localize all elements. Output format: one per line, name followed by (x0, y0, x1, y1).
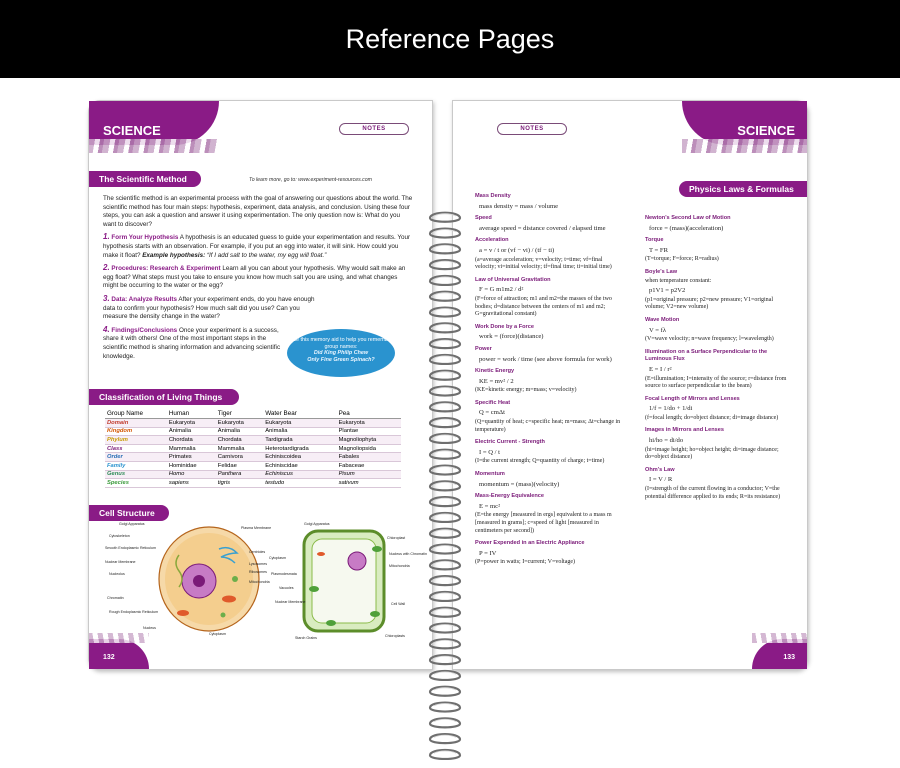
formula-equation: P = IV (479, 549, 497, 557)
table-cell: Chordata (167, 436, 216, 445)
formula-note: when temperature constant: (645, 277, 712, 284)
step-text: Learn all you can about your hypothesis. Why would salt make an egg float? What steps must you take to ensure you know how much salt you are using, and what changes might be occurring to the water or the egg? (103, 265, 406, 290)
table-cell: tigris (216, 479, 263, 488)
formula-equation: I = Q / t (479, 448, 500, 456)
formula-equation: F = G m1m2 / d² (479, 286, 524, 294)
formula-name: Work Done by a Force (475, 323, 534, 330)
cell-label: Starch Grains (295, 636, 317, 640)
footer-band (89, 639, 149, 669)
rank-cell: Kingdom (105, 427, 167, 436)
formula-item (475, 493, 621, 535)
cell-label: Chloroplasts (385, 634, 405, 638)
section-title: SCIENCE (737, 123, 795, 138)
formula-equation: E = mc² (479, 502, 501, 510)
formula-item (645, 396, 791, 423)
column-header: Water Bear (263, 409, 336, 419)
animal-cell (159, 527, 259, 631)
right-page (452, 100, 808, 670)
table-cell: Echiniscidae (263, 461, 336, 470)
table-row (105, 461, 401, 470)
cell-label: Mitochondria (389, 564, 410, 568)
formula-item (475, 400, 621, 434)
formula-equation: a = v / t or (vf − vi) / (tf − ti) (479, 246, 555, 254)
formula-equation: force = (mass)(acceleration) (649, 224, 724, 232)
formula-definition: (Q=quantity of heat; c=specific heat; m=mass; Δt=change in temperature) (475, 419, 621, 433)
table-cell: Mammalia (216, 444, 263, 453)
cell-label: Vacuoles (279, 586, 294, 590)
formula-equation: E = I / r² (649, 365, 672, 373)
table-cell: Mammalia (167, 444, 216, 453)
formula-definition: (V=wave velocity; n=wave frequency; l=wavelength) (645, 336, 774, 343)
step-number: 2. (103, 263, 110, 273)
cell-label: Smooth Endoplasmic Reticulum (105, 546, 156, 550)
column-header: Group Name (105, 409, 167, 419)
cell-label: Chloroplast (387, 536, 406, 540)
scientific-method-heading (89, 171, 201, 187)
cell-structure-diagram (99, 519, 427, 641)
formula-definition: (T=torque; F=force; R=radius) (645, 256, 719, 263)
table-cell: Chordata (216, 436, 263, 445)
table-cell: Plantae (337, 427, 401, 436)
step-text: A hypothesis is an educated guess to guide your experimentation and results. Your hypothesis starts with an observation. For example, if you put an egg into water, it will sink. How could you make it float? (103, 234, 411, 259)
formula-definition: (E=the energy [measured in ergs] equivalent to a mass m [measured in grams]; c=speed of light [measured in centimeters per second]) (475, 512, 612, 534)
formula-equation: work = (force)(distance) (479, 333, 544, 341)
table-cell: Carnivora (216, 453, 263, 462)
formula-equation: momentum = (mass)(velocity) (479, 480, 560, 488)
formula-equation: hi/ho = di/do (649, 437, 684, 445)
step-text: After your experiment ends, do you have enough data to confirm your hypothesis? How much salt did you use? Can you measure the density change in the water? (103, 295, 315, 321)
formula-definition: (KE=kinetic energy; m=mass; v=velocity) (475, 387, 577, 394)
step-number: 4. (103, 324, 110, 334)
memory-phrase-1: Did King Philip Chew (313, 350, 369, 357)
formula-column-left (475, 193, 621, 572)
cell-label: Centrioles (249, 550, 266, 554)
spiral-binding (426, 208, 466, 768)
formula-item (645, 215, 791, 232)
table-cell: Pisum (337, 470, 401, 479)
formula-name: Mass Density (475, 193, 511, 199)
formula-name: Torque (645, 237, 664, 244)
formula-item (475, 324, 621, 341)
column-header: Tiger (216, 409, 263, 419)
table-row (105, 470, 401, 479)
formula-definition: (I=strength of the current flowing in a conductor; V=the potential difference applied to its ends; R=its resistance) (645, 486, 781, 500)
formula-name: Wave Motion (645, 316, 680, 323)
step-3 (103, 295, 323, 322)
workbook-spread (88, 100, 808, 670)
column-header: Pea (337, 409, 401, 419)
formula-name: Images in Mirrors and Lenses (645, 427, 724, 434)
formula-item (475, 237, 621, 271)
table-row (105, 453, 401, 462)
table-cell: sapiens (167, 479, 216, 488)
formula-item (645, 427, 791, 461)
formula-equation: average speed = distance covered / elapsed time (479, 224, 606, 232)
cell-label: Cytoplasm (209, 632, 226, 636)
cell-label: Plasmodesmata (271, 572, 297, 576)
table-cell: Panthera (216, 470, 263, 479)
table-cell: Animalia (167, 427, 216, 436)
formula-equation: power = work / time (see above formula for work) (479, 355, 612, 363)
formula-definition: (I=the current strength; Q=quantity of charge; t=time) (475, 458, 605, 465)
cell-label: Cytoplasm (269, 556, 286, 560)
table-cell: Eukaryota (263, 419, 336, 428)
formula-name: Kinetic Energy (475, 368, 515, 375)
formula-definition: (P=power in watts; I=current; V=voltage) (475, 559, 576, 566)
formula-item (475, 277, 621, 319)
rank-cell: Family (105, 461, 167, 470)
formula-item (475, 346, 621, 363)
formula-equation: T = FR (649, 246, 668, 254)
formula-name: Boyle's Law (645, 268, 678, 275)
formula-equation: p1V1 = p2V2 (649, 287, 686, 295)
formula-definition: (f=focal length; do=object distance; di=image distance) (645, 414, 779, 421)
table-cell: Animalia (216, 427, 263, 436)
step-title: Procedures: Research & Experiment (111, 265, 221, 273)
memory-aid-text: Use this memory aid to help you remember group names: (289, 337, 393, 350)
page-number: 133 (783, 654, 795, 661)
formula-definition: (E=illumination; I=intensity of the source; r=distance from source to surface perpendicular to the beam) (645, 375, 787, 390)
heading-text: Classification of Living Things (99, 392, 223, 402)
step-title: Findings/Conclusions (111, 326, 178, 334)
formula-definition: (p1=original pressure; p2=new pressure; V1=original volume; V2=new volume) (645, 296, 774, 311)
learn-more-link[interactable]: To learn more, go to: www.experiment-resources.com (249, 177, 372, 183)
formula-item (475, 193, 621, 210)
notes-tab: NOTES (497, 123, 567, 135)
formula-name: Focal Length of Mirrors and Lenses (645, 395, 740, 402)
cell-label: Mitochondria (249, 580, 270, 584)
step-number: 1. (103, 232, 110, 242)
cell-label: Cell Wall (391, 602, 406, 606)
step-text: Once your experiment is a success, share it with others! One of the most important steps in the scientific method is sharing information and advancing scientific knowledge. (103, 326, 281, 360)
formula-name: Law of Universal Gravitation (475, 276, 551, 283)
formula-name: Ohm's Law (645, 466, 675, 473)
table-cell: Primates (167, 453, 216, 462)
cell-label: Golgi Apparatus (304, 522, 330, 526)
table-cell: Magnoliopsida (337, 444, 401, 453)
table-cell: Eukaryota (167, 419, 216, 428)
table-cell: Animalia (263, 427, 336, 436)
formula-name: Illumination on a Surface Perpendicular to the Luminous Flux (645, 348, 768, 363)
notes-tab: NOTES (339, 123, 409, 135)
table-row (105, 444, 401, 453)
rank-cell: Class (105, 444, 167, 453)
cell-label: Nucleus with Chromatin (389, 552, 427, 556)
rank-cell: Phylum (105, 436, 167, 445)
formula-item (475, 215, 621, 232)
table-row (105, 479, 401, 488)
cell-label: Nuclear Membrane (105, 560, 136, 564)
cell-label: Ribosomes (249, 570, 267, 574)
formula-equation: V = fλ (649, 326, 667, 334)
table-cell: Echiniscus (263, 470, 336, 479)
table-header-row (105, 409, 401, 419)
formula-equation: KE = mv² / 2 (479, 377, 514, 385)
rank-cell: Genus (105, 470, 167, 479)
table-row (105, 427, 401, 436)
footer-band (752, 639, 807, 669)
formula-item (645, 317, 791, 344)
table-row (105, 419, 401, 428)
step-number: 3. (103, 293, 110, 303)
table-cell: Hominidae (167, 461, 216, 470)
cell-label: Nucleus (143, 626, 156, 630)
cell-label: Cytoskeleton (109, 534, 130, 538)
memory-phrase-2: Only Fine Green Spinach? (307, 356, 375, 363)
rank-cell: Species (105, 479, 167, 488)
formula-name: Specific Heat (475, 399, 511, 406)
formula-definition: (a=average acceleration; v=velocity; t=time; vf=final velocity; vi=initial velocity; tf=final time; ti=initial time) (475, 256, 612, 271)
memory-aid-bubble (287, 329, 395, 377)
heading-text: Physics Laws & Formulas (689, 184, 794, 194)
formula-name: Momentum (475, 471, 505, 478)
formula-equation: I = V / R (649, 476, 673, 484)
formula-name: Electric Current - Strength (475, 439, 545, 446)
physics-heading (679, 181, 807, 197)
heading-text: The Scientific Method (99, 174, 187, 184)
rank-cell: Domain (105, 419, 167, 428)
formula-column-right (645, 215, 791, 506)
formula-item (645, 467, 791, 501)
table-row (105, 436, 401, 445)
heading-text: Cell Structure (99, 508, 155, 518)
table-cell: Fabales (337, 453, 401, 462)
table-cell: Tardigrada (263, 436, 336, 445)
table-cell: Heterotardigrada (263, 444, 336, 453)
classification-table (105, 409, 401, 488)
table-cell: Echiniscoidea (263, 453, 336, 462)
cell-label: Golgi Apparatus (119, 522, 145, 526)
cell-label: Nucleolus (109, 572, 125, 576)
formula-item (475, 439, 621, 466)
formula-item (645, 237, 791, 264)
formula-item (475, 471, 621, 488)
formula-name: Power Expended in an Electric Appliance (475, 540, 585, 547)
formula-definition: (hi=image height; ho=object height; di=image distance; do=object distance) (645, 446, 779, 461)
table-cell: Magnoliophyta (337, 436, 401, 445)
section-title: SCIENCE (103, 123, 161, 138)
example-text: “If I add salt to the water, my egg will float.” (206, 251, 327, 259)
formula-definition: (F=force of attraction; m1 and m2=the masses of the two bodies; d=distance between the centers of m1 and m2; G=gravitational constant) (475, 295, 612, 318)
formula-equation: mass density = mass / volume (479, 202, 558, 210)
table-cell: Eukaryota (216, 419, 263, 428)
step-4 (103, 326, 283, 361)
plant-cell (304, 531, 384, 631)
step-title: Data: Analyze Results (111, 295, 177, 303)
table-cell: sativum (337, 479, 401, 488)
table-cell: Homo (167, 470, 216, 479)
formula-name: Mass-Energy Equivalence (475, 493, 545, 500)
intro-paragraph: The scientific method is an experimental process with the goal of answering our questions about the world. The scientific method has four main steps: hypothesis, experiment, data analysis, and conclusion. Using these four steps, you can ask a question and answer it using experimentation. The only question now is: What do you want to discover? (103, 195, 413, 228)
table-cell: Felidae (216, 461, 263, 470)
table-cell: Eukaryota (337, 419, 401, 428)
step-title: Form Your Hypothesis (111, 234, 179, 242)
banner-title: Reference Pages (345, 23, 555, 54)
cell-label: Rough Endoplasmic Reticulum (109, 610, 159, 614)
column-header: Human (167, 409, 216, 419)
formula-name: Newton's Second Law of Motion (645, 215, 731, 221)
classification-heading (89, 389, 239, 405)
example-label: Example hypothesis: (142, 251, 206, 259)
formula-item (475, 368, 621, 395)
cell-label: Chromatin (107, 596, 124, 600)
page-number: 132 (103, 654, 115, 661)
formula-item (475, 540, 621, 567)
formula-equation: 1/f = 1/do + 1/di (649, 405, 693, 413)
cell-label: Plasma Membrane (241, 526, 272, 530)
banner (0, 0, 900, 78)
formula-equation: Q = cmΔt (479, 409, 505, 417)
formula-item (645, 269, 791, 312)
cell-label: Nuclear Membrane (275, 600, 306, 604)
left-page (88, 100, 433, 670)
formula-name: Power (475, 345, 492, 352)
rank-cell: Order (105, 453, 167, 462)
cell-label: Lysosomes (249, 562, 268, 566)
formula-name: Speed (475, 215, 492, 222)
step-1 (103, 233, 413, 260)
formula-item (645, 349, 791, 391)
formula-name: Acceleration (475, 237, 509, 244)
table-cell: testudo (263, 479, 336, 488)
table-cell: Fabaceae (337, 461, 401, 470)
step-2 (103, 264, 413, 291)
